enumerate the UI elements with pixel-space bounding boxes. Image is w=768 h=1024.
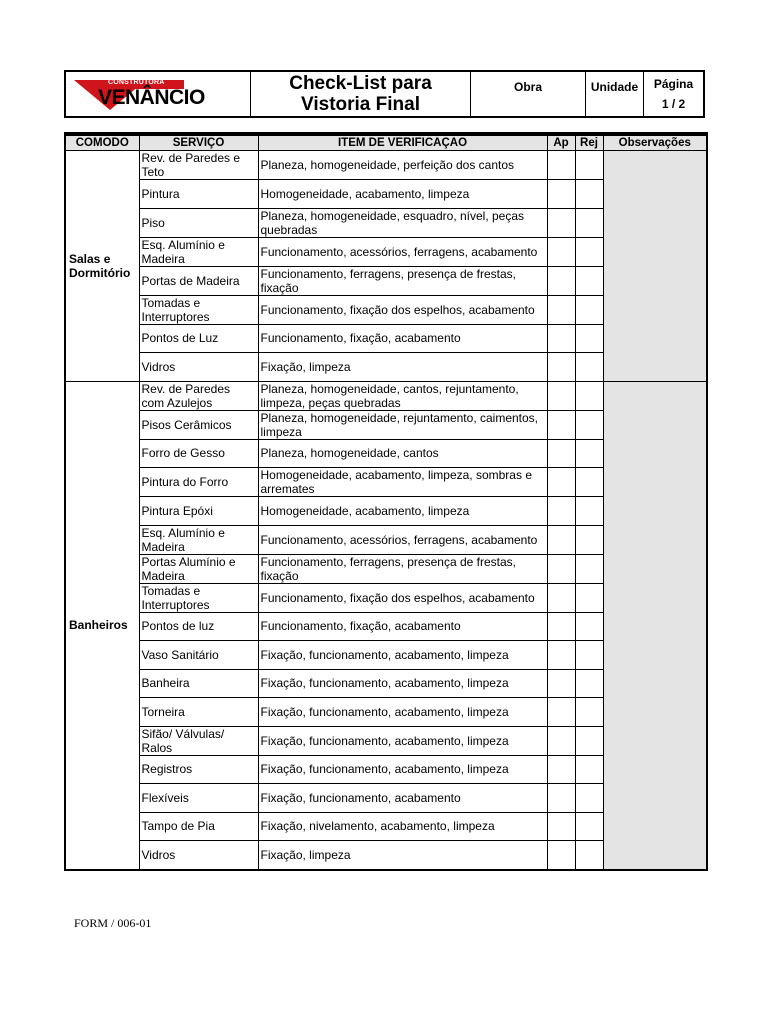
servico-cell: Pintura Epóxi	[139, 497, 258, 526]
rej-checkbox-cell[interactable]	[575, 151, 603, 180]
obra-label: Obra	[513, 80, 542, 94]
col-ap: Ap	[547, 134, 575, 151]
item-cell: Planeza, homogeneidade, cantos	[258, 439, 547, 468]
rej-checkbox-cell[interactable]	[575, 180, 603, 209]
item-cell: Homogeneidade, acabamento, limpeza	[258, 497, 547, 526]
form-code: FORM / 006-01	[74, 916, 152, 930]
servico-cell: Registros	[139, 755, 258, 784]
ap-checkbox-cell[interactable]	[547, 266, 575, 295]
rej-checkbox-cell[interactable]	[575, 208, 603, 237]
rej-checkbox-cell[interactable]	[575, 698, 603, 727]
servico-cell: Flexíveis	[139, 784, 258, 813]
ap-checkbox-cell[interactable]	[547, 468, 575, 497]
servico-cell: Vaso Sanitário	[139, 641, 258, 670]
unidade-label: Unidade	[590, 80, 639, 94]
item-cell: Planeza, homogeneidade, perfeição dos cantos	[258, 151, 547, 180]
pagina-field	[644, 72, 703, 116]
checklist-table	[64, 132, 708, 871]
item-cell: Funcionamento, acessórios, ferragens, acabamento	[258, 237, 547, 266]
table-row	[65, 151, 707, 180]
ap-checkbox-cell[interactable]	[547, 151, 575, 180]
col-comodo: COMODO	[65, 134, 139, 151]
ap-checkbox-cell[interactable]	[547, 324, 575, 353]
col-observacoes: Observações	[603, 134, 707, 151]
item-cell: Fixação, limpeza	[258, 841, 547, 870]
servico-cell: Pontos de Luz	[139, 324, 258, 353]
rej-checkbox-cell[interactable]	[575, 726, 603, 755]
rej-checkbox-cell[interactable]	[575, 439, 603, 468]
logo-wordmark: VENÂNCIO	[98, 86, 205, 109]
servico-cell: Tampo de Pia	[139, 812, 258, 841]
item-cell: Funcionamento, fixação dos espelhos, acabamento	[258, 295, 547, 324]
item-cell: Homogeneidade, acabamento, limpeza	[258, 180, 547, 209]
item-cell: Fixação, funcionamento, acabamento, limpeza	[258, 726, 547, 755]
ap-checkbox-cell[interactable]	[547, 525, 575, 554]
servico-cell: Pintura do Forro	[139, 468, 258, 497]
item-cell: Fixação, funcionamento, acabamento, limpeza	[258, 669, 547, 698]
comodo-cell: Banheiros	[65, 381, 139, 870]
table-body	[65, 151, 707, 870]
table-header-row	[65, 134, 707, 151]
item-cell: Fixação, funcionamento, acabamento, limpeza	[258, 755, 547, 784]
item-cell: Fixação, funcionamento, acabamento, limpeza	[258, 698, 547, 727]
col-rej: Rej	[575, 134, 603, 151]
ap-checkbox-cell[interactable]	[547, 353, 575, 382]
col-item: ITEM DE VERIFICAÇAO	[258, 134, 547, 151]
servico-cell: Portas Alumínio e Madeira	[139, 554, 258, 583]
item-cell: Funcionamento, acessórios, ferragens, acabamento	[258, 525, 547, 554]
servico-cell: Pontos de luz	[139, 612, 258, 641]
servico-cell: Esq. Alumínio e Madeira	[139, 525, 258, 554]
ap-checkbox-cell[interactable]	[547, 641, 575, 670]
ap-checkbox-cell[interactable]	[547, 237, 575, 266]
company-logo	[66, 72, 251, 116]
comodo-cell: Salas e Dormitório	[65, 151, 139, 382]
rej-checkbox-cell[interactable]	[575, 525, 603, 554]
rej-checkbox-cell[interactable]	[575, 841, 603, 870]
ap-checkbox-cell[interactable]	[547, 612, 575, 641]
title-line-1: Check-List para	[289, 73, 432, 94]
rej-checkbox-cell[interactable]	[575, 237, 603, 266]
ap-checkbox-cell[interactable]	[547, 669, 575, 698]
rej-checkbox-cell[interactable]	[575, 468, 603, 497]
rej-checkbox-cell[interactable]	[575, 784, 603, 813]
rej-checkbox-cell[interactable]	[575, 669, 603, 698]
rej-checkbox-cell[interactable]	[575, 295, 603, 324]
ap-checkbox-cell[interactable]	[547, 208, 575, 237]
rej-checkbox-cell[interactable]	[575, 755, 603, 784]
item-cell: Funcionamento, fixação dos espelhos, acabamento	[258, 583, 547, 612]
servico-cell: Vidros	[139, 353, 258, 382]
logo-subtitle: CONSTRUTORA	[108, 79, 165, 86]
rej-checkbox-cell[interactable]	[575, 612, 603, 641]
ap-checkbox-cell[interactable]	[547, 295, 575, 324]
servico-cell: Piso	[139, 208, 258, 237]
rej-checkbox-cell[interactable]	[575, 353, 603, 382]
item-cell: Funcionamento, fixação, acabamento	[258, 324, 547, 353]
rej-checkbox-cell[interactable]	[575, 497, 603, 526]
servico-cell: Tomadas e Interruptores	[139, 583, 258, 612]
item-cell: Funcionamento, ferragens, presença de frestas, fixação	[258, 554, 547, 583]
rej-checkbox-cell[interactable]	[575, 266, 603, 295]
item-cell: Fixação, limpeza	[258, 353, 547, 382]
item-cell: Planeza, homogeneidade, rejuntamento, caimentos, limpeza	[258, 410, 547, 439]
rej-checkbox-cell[interactable]	[575, 381, 603, 410]
unidade-field[interactable]	[586, 72, 644, 116]
item-cell: Fixação, funcionamento, acabamento, limpeza	[258, 641, 547, 670]
ap-checkbox-cell[interactable]	[547, 784, 575, 813]
rej-checkbox-cell[interactable]	[575, 641, 603, 670]
ap-checkbox-cell[interactable]	[547, 497, 575, 526]
ap-checkbox-cell[interactable]	[547, 381, 575, 410]
ap-checkbox-cell[interactable]	[547, 698, 575, 727]
ap-checkbox-cell[interactable]	[547, 439, 575, 468]
observacoes-cell[interactable]	[603, 151, 707, 382]
servico-cell: Pintura	[139, 180, 258, 209]
item-cell: Homogeneidade, acabamento, limpeza, sombras e arremates	[258, 468, 547, 497]
title-line-2: Vistoria Final	[301, 94, 420, 115]
item-cell: Fixação, funcionamento, acabamento	[258, 784, 547, 813]
servico-cell: Banheira	[139, 669, 258, 698]
col-servico: SERVIÇO	[139, 134, 258, 151]
ap-checkbox-cell[interactable]	[547, 812, 575, 841]
servico-cell: Rev. de Paredes e Teto	[139, 151, 258, 180]
servico-cell: Portas de Madeira	[139, 266, 258, 295]
rej-checkbox-cell[interactable]	[575, 410, 603, 439]
obra-field[interactable]	[471, 72, 586, 116]
ap-checkbox-cell[interactable]	[547, 410, 575, 439]
ap-checkbox-cell[interactable]	[547, 755, 575, 784]
rej-checkbox-cell[interactable]	[575, 554, 603, 583]
ap-checkbox-cell[interactable]	[547, 583, 575, 612]
servico-cell: Tomadas e Interruptores	[139, 295, 258, 324]
item-cell: Funcionamento, fixação, acabamento	[258, 612, 547, 641]
servico-cell: Torneira	[139, 698, 258, 727]
servico-cell: Sifão/ Válvulas/ Ralos	[139, 726, 258, 755]
item-cell: Fixação, nivelamento, acabamento, limpeza	[258, 812, 547, 841]
ap-checkbox-cell[interactable]	[547, 726, 575, 755]
rej-checkbox-cell[interactable]	[575, 812, 603, 841]
item-cell: Planeza, homogeneidade, cantos, rejuntamento, limpeza, peças quebradas	[258, 381, 547, 410]
servico-cell: Esq. Alumínio e Madeira	[139, 237, 258, 266]
form-header	[64, 70, 705, 118]
servico-cell: Forro de Gesso	[139, 439, 258, 468]
pagina-label: Página	[653, 77, 694, 91]
servico-cell: Rev. de Paredes com Azulejos	[139, 381, 258, 410]
observacoes-cell[interactable]	[603, 381, 707, 870]
pagina-value: 1 / 2	[661, 97, 686, 111]
ap-checkbox-cell[interactable]	[547, 554, 575, 583]
rej-checkbox-cell[interactable]	[575, 324, 603, 353]
item-cell: Funcionamento, ferragens, presença de frestas, fixação	[258, 266, 547, 295]
table-row	[65, 381, 707, 410]
ap-checkbox-cell[interactable]	[547, 841, 575, 870]
item-cell: Planeza, homogeneidade, esquadro, nível, peças quebradas	[258, 208, 547, 237]
ap-checkbox-cell[interactable]	[547, 180, 575, 209]
servico-cell: Pisos Cerâmicos	[139, 410, 258, 439]
rej-checkbox-cell[interactable]	[575, 583, 603, 612]
servico-cell: Vidros	[139, 841, 258, 870]
document-title	[251, 72, 471, 116]
